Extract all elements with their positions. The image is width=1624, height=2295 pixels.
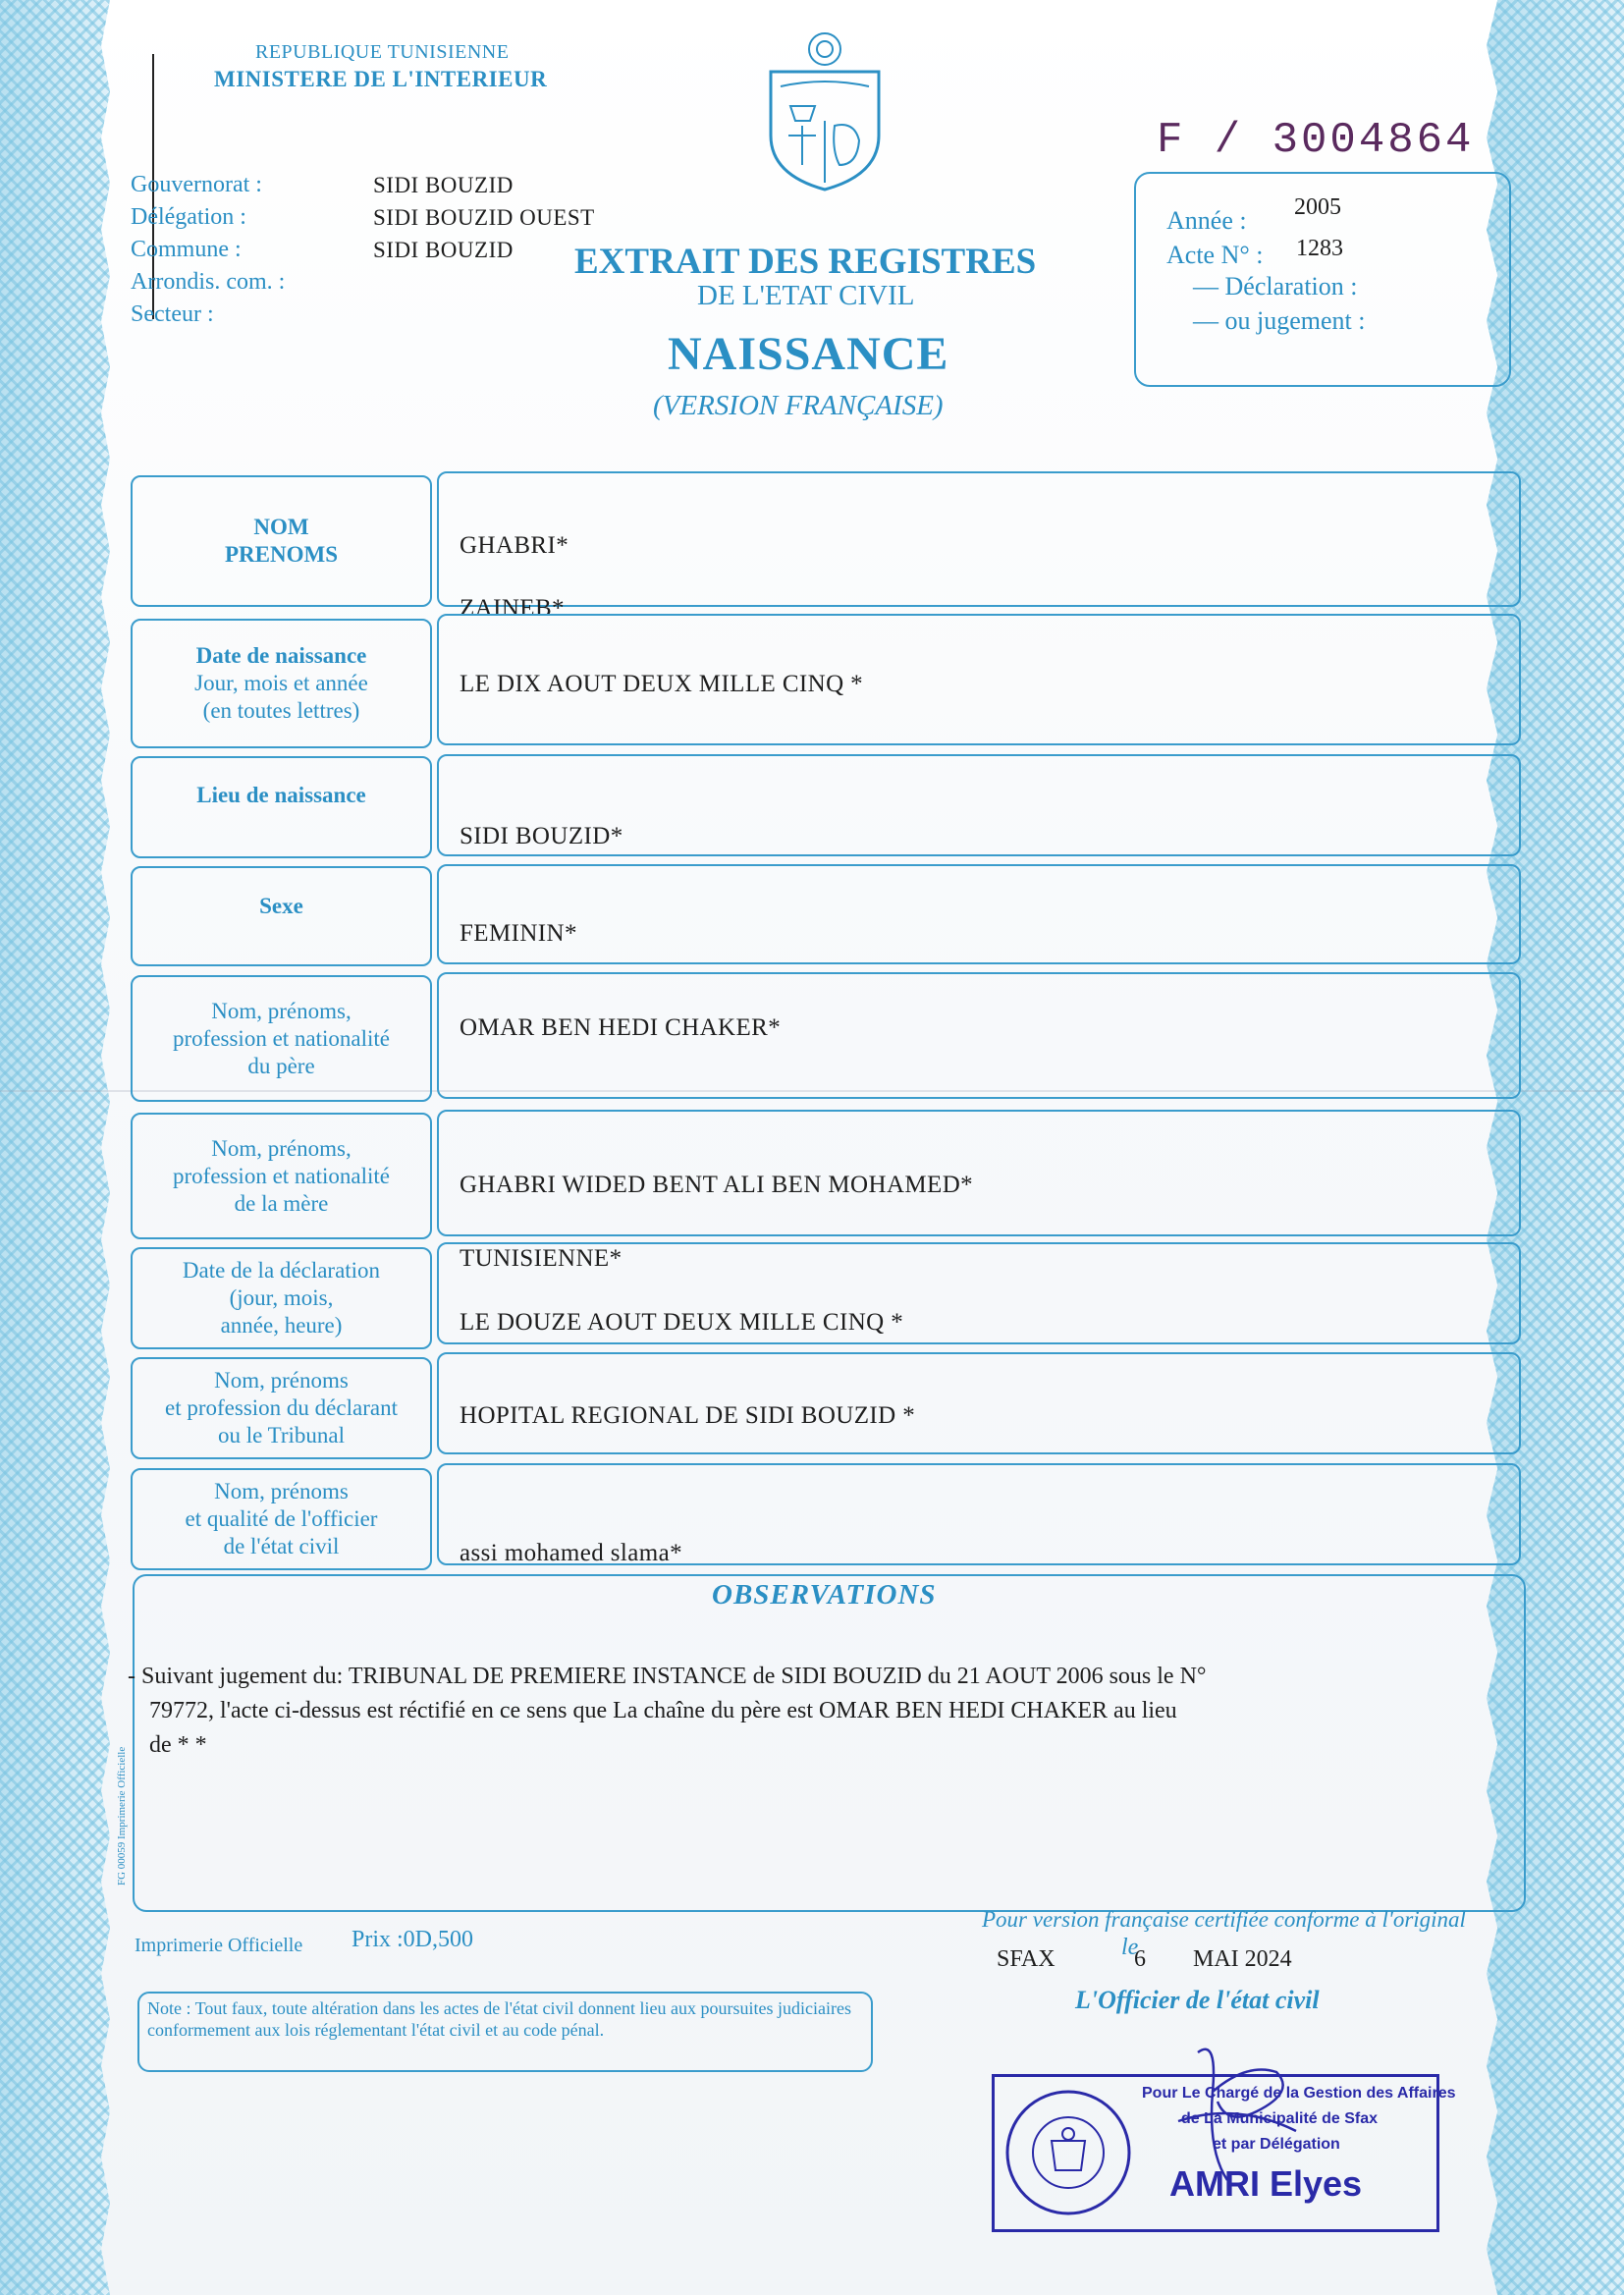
label-sexe: Sexe (131, 866, 432, 966)
stamp-line1: Pour Le Chargé de la Gestion des Affaires (1142, 2085, 1456, 2102)
commune-label: Commune : (131, 237, 242, 262)
stamp-name: AMRI Elyes (1169, 2163, 1363, 2204)
mere-nationalite-value: TUNISIENNE* (460, 1245, 623, 1272)
le-label: le (1121, 1935, 1139, 1960)
title-line2: DE L'ETAT CIVIL (697, 280, 915, 311)
document-title: NAISSANCE (668, 328, 949, 380)
observations-title: OBSERVATIONS (712, 1579, 937, 1611)
annee-label: Année : (1166, 206, 1247, 235)
label-lieu-naissance: Lieu de naissance (131, 756, 432, 858)
observation-line2: 79772, l'acte ci-dessus est réctifié en ce sens que La chaîne du père est OMAR BEN HEDI CHAKER au lieu (149, 1698, 1177, 1723)
gouvernorat-label: Gouvernorat : (131, 172, 262, 197)
label-declarant: Nom, prénoms et profession du déclarant ou le Tribunal (131, 1357, 432, 1459)
stamp-line2: de La Municipalité de Sfax (1181, 2110, 1379, 2127)
ministry-header: MINISTERE DE L'INTERIEUR (214, 67, 548, 91)
observation-line3: de * * (149, 1732, 207, 1758)
pere-value: OMAR BEN HEDI CHAKER* (460, 1014, 782, 1041)
serial-number: F / 3004864 (1157, 116, 1475, 165)
date-naissance-value: LE DIX AOUT DEUX MILLE CINQ * (460, 671, 864, 697)
declarant-value: HOPITAL REGIONAL DE SIDI BOUZID * (460, 1402, 916, 1429)
imprimerie-label: Imprimerie Officielle (135, 1935, 303, 1956)
prix-label: Prix :0D,500 (352, 1927, 474, 1952)
tunisia-emblem-icon (761, 27, 889, 194)
version-label: (VERSION FRANÇAISE) (653, 390, 944, 421)
label-nom-prenoms: NOM PRENOMS (131, 475, 432, 607)
nom-value: GHABRI* (460, 532, 569, 559)
lieu-naissance-value: SIDI BOUZID* (460, 823, 623, 849)
prenoms-value: ZAINEB* (460, 595, 565, 622)
handwritten-signature (1159, 2033, 1316, 2200)
label-pere: Nom, prénoms, profession et nationalité du père (131, 975, 432, 1102)
value-cell-sexe (437, 864, 1521, 964)
stamp-line3: et par Délégation (1213, 2136, 1340, 2153)
jugement-label: — ou jugement : (1193, 306, 1366, 335)
ville-value: SFAX (997, 1946, 1056, 1972)
mere-value: GHABRI WIDED BENT ALI BEN MOHAMED* (460, 1172, 974, 1198)
title-line1: EXTRAIT DES REGISTRES (574, 242, 1037, 282)
arrondissement-label: Arrondis. com. : (131, 269, 286, 295)
date-value: MAI 2024 (1193, 1946, 1292, 1972)
secteur-label: Secteur : (131, 301, 214, 327)
annee-value: 2005 (1294, 194, 1341, 220)
label-mere: Nom, prénoms, profession et nationalité de la mère (131, 1113, 432, 1239)
municipality-seal-icon (1002, 2087, 1135, 2219)
printer-side-code: FG 00059 Imprimerie Officielle (116, 1746, 128, 1885)
left-guilloche-border (0, 0, 110, 2295)
value-cell-nom (437, 471, 1521, 607)
declaration-label: — Déclaration : (1193, 272, 1358, 301)
label-date-declaration: Date de la déclaration (jour, mois, année, heure) (131, 1247, 432, 1349)
date-declaration-value: LE DOUZE AOUT DEUX MILLE CINQ * (460, 1309, 904, 1336)
officier-signature-label: L'Officier de l'état civil (1075, 1986, 1320, 2014)
delegation-label: Délégation : (131, 204, 246, 230)
delegation-value: SIDI BOUZID OUEST (373, 205, 595, 230)
label-date-naissance: Date de naissance Jour, mois et année (en toutes lettres) (131, 619, 432, 748)
legal-note: Note : Tout faux, toute altération dans les actes de l'état civil donnent lieu aux poursuites judiciaires conformement aux lois réglementant l'état civil et au code pénal. (147, 1998, 851, 2040)
commune-value: SIDI BOUZID (373, 238, 514, 262)
acte-value: 1283 (1296, 236, 1343, 261)
gouvernorat-value: SIDI BOUZID (373, 173, 514, 197)
jour-value: 6 (1134, 1946, 1146, 1972)
label-officier: Nom, prénoms et qualité de l'officier de l'état civil (131, 1468, 432, 1570)
observation-line1: - Suivant jugement du: TRIBUNAL DE PREMIERE INSTANCE de SIDI BOUZID du 21 AOUT 2006 sous le N° (128, 1664, 1207, 1689)
certification-line: Pour version française certifiée conforme à l'original (982, 1907, 1466, 1932)
acte-label: Acte N° : (1166, 241, 1264, 269)
republic-header: REPUBLIQUE TUNISIENNE (255, 41, 510, 63)
officier-value: assi mohamed slama* (460, 1540, 682, 1566)
sexe-value: FEMININ* (460, 920, 577, 947)
